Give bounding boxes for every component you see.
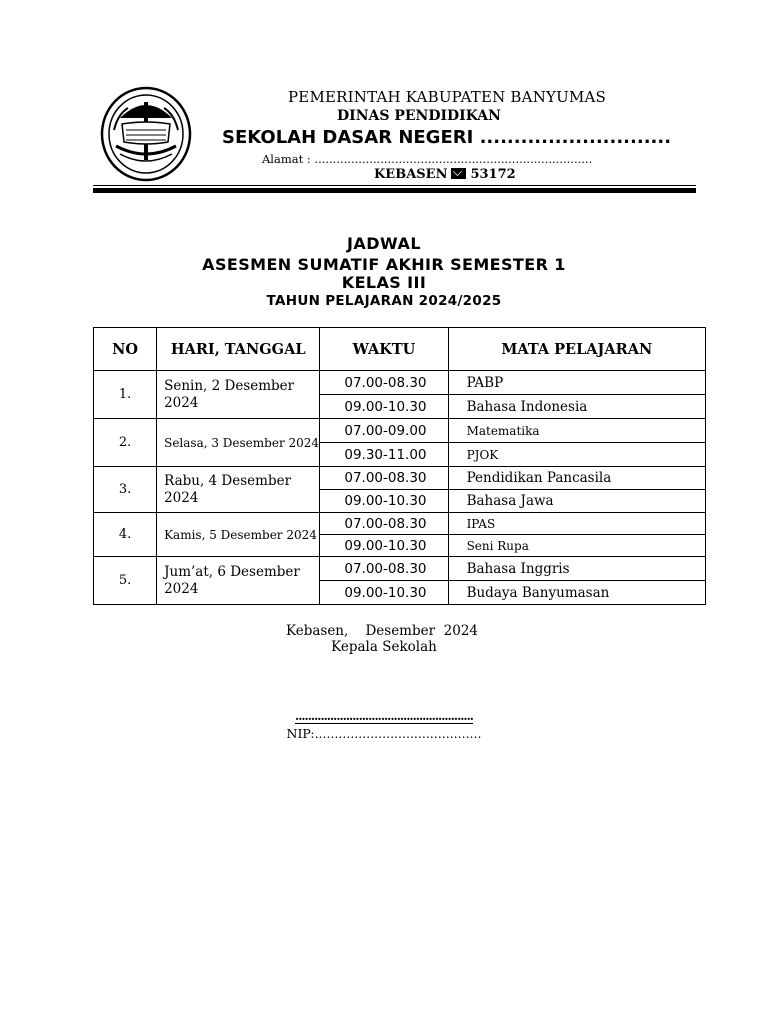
- row-day-date: Selasa, 3 Desember 2024: [157, 419, 320, 467]
- table-row: [94, 371, 706, 395]
- table-row: [94, 513, 706, 535]
- session-subject: PJOK: [448, 443, 705, 467]
- session-subject: IPAS: [448, 513, 705, 535]
- header-rule-thin: [93, 185, 696, 186]
- session-subject: Bahasa Indonesia: [448, 395, 705, 419]
- school-year: TAHUN PELAJARAN 2024/2025: [266, 293, 502, 309]
- document-subtitle: ASESMEN SUMATIF AKHIR SEMESTER 1: [202, 255, 566, 274]
- session-time: 09.00-10.30: [320, 535, 448, 557]
- row-number: 2.: [94, 419, 157, 467]
- session-time: 09.00-10.30: [320, 395, 448, 419]
- session-subject: Budaya Banyumasan: [448, 581, 705, 605]
- header-day-date: HARI, TANGGAL: [157, 328, 320, 371]
- row-number: 3.: [94, 467, 157, 513]
- header-rule-thick: [93, 188, 696, 193]
- table-header-row: [94, 328, 706, 371]
- signature-name: ........................................................: [295, 709, 473, 723]
- session-time: 07.00-08.30: [320, 557, 448, 581]
- session-subject: Pendidikan Pancasila: [448, 467, 705, 490]
- header-time: WAKTU: [320, 328, 448, 371]
- class-label: KELAS III: [341, 273, 427, 292]
- session-time: 07.00-08.30: [320, 467, 448, 490]
- postal-line: [374, 167, 516, 182]
- table-row: [94, 419, 706, 443]
- row-day-date: Kamis, 5 Desember 2024: [157, 513, 320, 557]
- session-subject: PABP: [448, 371, 705, 395]
- schedule-table: [93, 327, 706, 605]
- school-address: Alamat : ............................................................................: [262, 152, 593, 166]
- row-day-date: Rabu, 4 Desember 2024: [157, 467, 320, 513]
- mail-icon: [451, 168, 466, 179]
- session-time: 09.30-11.00: [320, 443, 448, 467]
- row-day-date: Senin, 2 Desember 2024: [157, 371, 320, 419]
- table-row: [94, 467, 706, 490]
- session-time: 07.00-08.30: [320, 371, 448, 395]
- session-time: 09.00-10.30: [320, 490, 448, 513]
- signature-place-date: Kebasen, Desember 2024: [285, 623, 479, 639]
- session-time: 07.00-09.00: [320, 419, 448, 443]
- postal-place: KEBASEN: [374, 167, 448, 182]
- document-title: JADWAL: [346, 234, 422, 253]
- row-day-date: Jum’at, 6 Desember 2024: [157, 557, 320, 605]
- government-name: PEMERINTAH KABUPATEN BANYUMAS: [288, 88, 607, 106]
- signature-name-block: [0, 709, 768, 723]
- session-subject: Matematika: [448, 419, 705, 443]
- header-no: NO: [94, 328, 157, 371]
- row-number: 5.: [94, 557, 157, 605]
- session-subject: Seni Rupa: [448, 535, 705, 557]
- department-name: DINAS PENDIDIKAN: [337, 108, 501, 124]
- signature-nip: NIP:..........................................: [286, 726, 482, 741]
- session-subject: Bahasa Jawa: [448, 490, 705, 513]
- session-subject: Bahasa Inggris: [448, 557, 705, 581]
- row-number: 1.: [94, 371, 157, 419]
- regency-seal-logo: [100, 84, 192, 182]
- session-time: 07.00-08.30: [320, 513, 448, 535]
- row-number: 4.: [94, 513, 157, 557]
- postal-code: 53172: [470, 167, 516, 182]
- session-time: 09.00-10.30: [320, 581, 448, 605]
- school-name: SEKOLAH DASAR NEGERI ............................: [222, 127, 672, 148]
- table-row: [94, 557, 706, 581]
- signature-role: Kepala Sekolah: [331, 639, 437, 655]
- header-subject: MATA PELAJARAN: [448, 328, 705, 371]
